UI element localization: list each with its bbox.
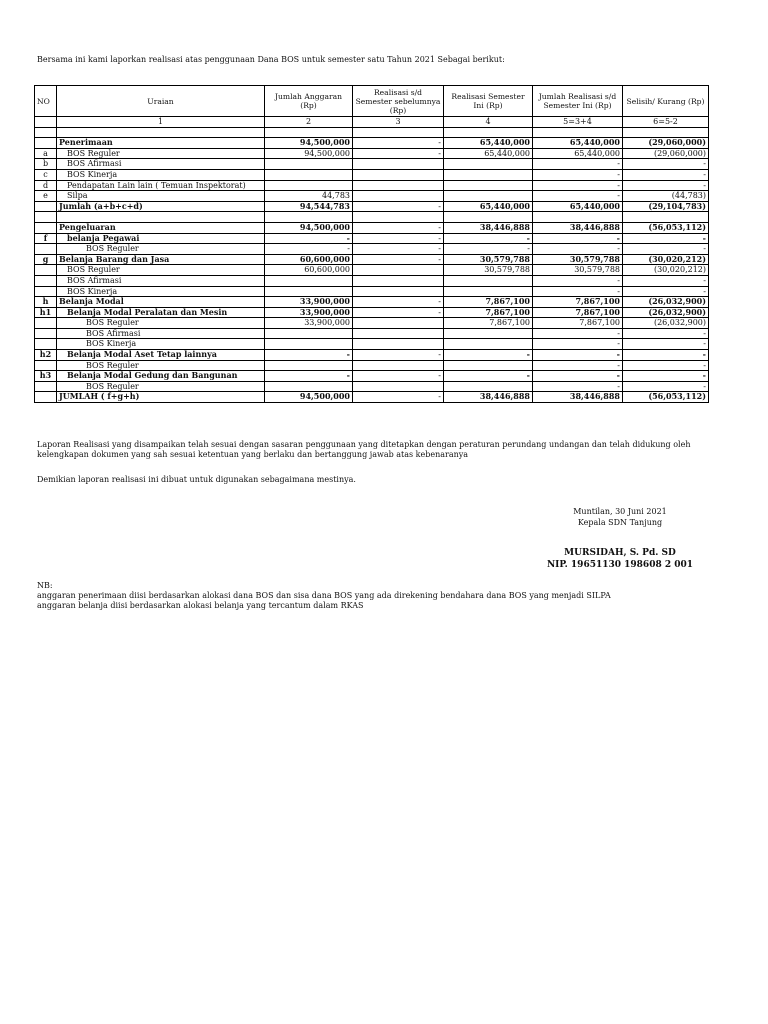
cell-no: h <box>35 297 57 308</box>
cell-no: a <box>35 148 57 159</box>
cell-difference: (29,060,000) <box>623 148 709 159</box>
cell-total-realization <box>533 127 623 138</box>
cell-total-realization: 7,867,100 <box>533 307 623 318</box>
cell-budget: 33,900,000 <box>265 318 353 329</box>
cell-budget <box>265 286 353 297</box>
cell-current-realization <box>444 159 533 170</box>
cell-budget: 94,500,000 <box>265 148 353 159</box>
cell-budget: - <box>265 244 353 255</box>
cell-no: d <box>35 180 57 191</box>
cell-prev-realization: - <box>353 148 444 159</box>
cell-current-realization: 30,579,788 <box>444 265 533 276</box>
cell-difference: - <box>623 381 709 392</box>
table-row <box>35 286 709 297</box>
cell-difference: (26,032,900) <box>623 307 709 318</box>
cell-current-realization: - <box>444 371 533 382</box>
cell-prev-realization: - <box>353 233 444 244</box>
cell-current-realization: - <box>444 233 533 244</box>
cell-budget: - <box>265 233 353 244</box>
col-number-1: 1 <box>57 117 265 128</box>
signature-place-date: Muntilan, 30 Juni 2021 <box>573 507 667 516</box>
cell-total-realization: - <box>533 328 623 339</box>
table-row <box>35 180 709 191</box>
cell-difference: - <box>623 371 709 382</box>
cell-prev-realization <box>353 159 444 170</box>
cell-difference: (29,104,783) <box>623 201 709 212</box>
cell-difference: - <box>623 275 709 286</box>
cell-difference: (44,783) <box>623 191 709 202</box>
col-number-blank <box>35 117 57 128</box>
cell-uraian: BOS Kinerja <box>57 169 265 180</box>
cell-total-realization: 38,446,888 <box>533 392 623 403</box>
cell-no <box>35 339 57 350</box>
cell-total-realization: 7,867,100 <box>533 318 623 329</box>
cell-uraian: Silpa <box>57 191 265 202</box>
cell-difference: - <box>623 169 709 180</box>
col-number-5: 5=3+4 <box>533 117 623 128</box>
cell-uraian: Belanja Barang dan Jasa <box>57 254 265 265</box>
table-row <box>35 169 709 180</box>
cell-prev-realization: - <box>353 254 444 265</box>
cell-uraian <box>57 127 265 138</box>
column-number-row <box>35 117 709 128</box>
signature-name: MURSIDAH, S. Pd. SD <box>564 548 676 558</box>
cell-prev-realization <box>353 127 444 138</box>
cell-budget <box>265 275 353 286</box>
cell-budget <box>265 328 353 339</box>
cell-uraian: Pengeluaran <box>57 222 265 233</box>
cell-total-realization: - <box>533 191 623 202</box>
table-row <box>35 328 709 339</box>
cell-current-realization <box>444 360 533 371</box>
cell-uraian: Belanja Modal Peralatan dan Mesin <box>57 307 265 318</box>
cell-uraian: Belanja Modal Aset Tetap lainnya <box>57 350 265 361</box>
cell-difference: (29,060,000) <box>623 138 709 149</box>
cell-no <box>35 381 57 392</box>
notes-line-2: anggaran belanja diisi berdasarkan alokasi belanja yang tercantum dalam RKAS <box>37 601 364 610</box>
cell-budget: 60,600,000 <box>265 254 353 265</box>
cell-difference: (30,020,212) <box>623 254 709 265</box>
signature-nip: NIP. 19651130 198608 2 001 <box>546 560 694 570</box>
cell-total-realization: - <box>533 159 623 170</box>
cell-prev-realization <box>353 328 444 339</box>
cell-difference: - <box>623 244 709 255</box>
cell-no <box>35 286 57 297</box>
cell-no <box>35 318 57 329</box>
cell-difference: - <box>623 360 709 371</box>
cell-uraian: BOS Kinerja <box>57 339 265 350</box>
table-row <box>35 339 709 350</box>
cell-uraian: BOS Reguler <box>57 265 265 276</box>
col-number-6: 6=5-2 <box>623 117 709 128</box>
cell-uraian: BOS Afirmasi <box>57 275 265 286</box>
cell-budget: 94,500,000 <box>265 392 353 403</box>
cell-uraian: Pendapatan Lain lain ( Temuan Inspektorat) <box>57 180 265 191</box>
cell-total-realization <box>533 212 623 223</box>
cell-difference: - <box>623 339 709 350</box>
cell-uraian: JUMLAH ( f+g+h) <box>57 392 265 403</box>
cell-uraian: BOS Reguler <box>57 318 265 329</box>
cell-uraian <box>57 212 265 223</box>
cell-total-realization: 65,440,000 <box>533 201 623 212</box>
statement-line-2: kelengkapan dokumen yang sah sesuai ketentuan yang berlaku dan bertanggung jawab atas kebenaranya <box>37 449 469 459</box>
cell-uraian: BOS Reguler <box>57 381 265 392</box>
cell-prev-realization <box>353 265 444 276</box>
cell-budget <box>265 339 353 350</box>
cell-difference <box>623 212 709 223</box>
cell-prev-realization <box>353 191 444 202</box>
cell-uraian: BOS Reguler <box>57 148 265 159</box>
table-row <box>35 265 709 276</box>
cell-difference: - <box>623 328 709 339</box>
cell-current-realization <box>444 381 533 392</box>
cell-current-realization: 38,446,888 <box>444 222 533 233</box>
cell-prev-realization <box>353 360 444 371</box>
header-total-realization: Jumlah Realisasi s/d Semester Ini (Rp) <box>533 86 623 117</box>
cell-prev-realization <box>353 339 444 350</box>
cell-prev-realization: - <box>353 201 444 212</box>
cell-total-realization: - <box>533 286 623 297</box>
table-row <box>35 244 709 255</box>
cell-budget: 94,500,000 <box>265 138 353 149</box>
cell-total-realization: - <box>533 339 623 350</box>
cell-uraian: BOS Afirmasi <box>57 328 265 339</box>
cell-total-realization: 38,446,888 <box>533 222 623 233</box>
cell-no <box>35 265 57 276</box>
cell-current-realization: - <box>444 244 533 255</box>
cell-current-realization <box>444 339 533 350</box>
header-uraian: Uraian <box>57 86 265 117</box>
cell-uraian: BOS Reguler <box>57 360 265 371</box>
cell-difference: - <box>623 350 709 361</box>
cell-no <box>35 244 57 255</box>
table-body <box>35 86 709 403</box>
cell-budget <box>265 169 353 180</box>
cell-current-realization <box>444 328 533 339</box>
cell-no <box>35 127 57 138</box>
header-budget: Jumlah Anggaran (Rp) <box>265 86 353 117</box>
table-row <box>35 371 709 382</box>
cell-current-realization: 7,867,100 <box>444 318 533 329</box>
closing-text: Demikian laporan realisasi ini dibuat untuk digunakan sebagaimana mestinya. <box>37 475 356 484</box>
cell-prev-realization: - <box>353 297 444 308</box>
cell-current-realization: 65,440,000 <box>444 148 533 159</box>
cell-prev-realization: - <box>353 350 444 361</box>
table-row <box>35 381 709 392</box>
table-row <box>35 254 709 265</box>
cell-total-realization: 30,579,788 <box>533 265 623 276</box>
cell-current-realization: 65,440,000 <box>444 201 533 212</box>
cell-budget: - <box>265 350 353 361</box>
cell-prev-realization <box>353 212 444 223</box>
cell-difference: - <box>623 159 709 170</box>
header-no: NO <box>35 86 57 117</box>
cell-no <box>35 138 57 149</box>
table-row <box>35 191 709 202</box>
table-row <box>35 222 709 233</box>
cell-uraian: Penerimaan <box>57 138 265 149</box>
cell-no <box>35 201 57 212</box>
cell-no <box>35 360 57 371</box>
cell-budget: 44,783 <box>265 191 353 202</box>
cell-no <box>35 222 57 233</box>
cell-budget <box>265 212 353 223</box>
cell-current-realization <box>444 180 533 191</box>
table-row <box>35 212 709 223</box>
cell-total-realization: - <box>533 381 623 392</box>
cell-difference: (56,053,112) <box>623 222 709 233</box>
intro-text: Bersama ini kami laporkan realisasi atas penggunaan Dana BOS untuk semester satu Tahun 2021 Sebagai berikut: <box>37 55 505 64</box>
cell-budget <box>265 127 353 138</box>
table-row <box>35 350 709 361</box>
cell-uraian: Belanja Modal <box>57 297 265 308</box>
cell-uraian: Belanja Modal Gedung dan Bangunan <box>57 371 265 382</box>
cell-uraian: BOS Reguler <box>57 244 265 255</box>
col-number-3: 3 <box>353 117 444 128</box>
cell-current-realization: 30,579,788 <box>444 254 533 265</box>
cell-current-realization <box>444 212 533 223</box>
col-number-4: 4 <box>444 117 533 128</box>
cell-uraian: Jumlah (a+b+c+d) <box>57 201 265 212</box>
cell-no: h1 <box>35 307 57 318</box>
table-row <box>35 275 709 286</box>
cell-no: h3 <box>35 371 57 382</box>
cell-budget: 33,900,000 <box>265 307 353 318</box>
cell-total-realization: - <box>533 180 623 191</box>
cell-difference: - <box>623 180 709 191</box>
cell-difference: - <box>623 233 709 244</box>
cell-no <box>35 328 57 339</box>
table-row <box>35 201 709 212</box>
cell-current-realization: 65,440,000 <box>444 138 533 149</box>
cell-budget <box>265 381 353 392</box>
cell-prev-realization <box>353 318 444 329</box>
cell-budget: 33,900,000 <box>265 297 353 308</box>
table-row <box>35 307 709 318</box>
cell-budget: 94,500,000 <box>265 222 353 233</box>
cell-total-realization: 65,440,000 <box>533 138 623 149</box>
cell-prev-realization: - <box>353 392 444 403</box>
cell-no: c <box>35 169 57 180</box>
cell-difference <box>623 127 709 138</box>
cell-no <box>35 275 57 286</box>
notes-line-1: anggaran penerimaan diisi berdasarkan alokasi dana BOS dan sisa dana BOS yang ada direkening bendahara dana BOS yang menjadi SILPA <box>37 591 611 600</box>
notes <box>37 581 611 611</box>
cell-uraian: belanja Pegawai <box>57 233 265 244</box>
cell-current-realization: 38,446,888 <box>444 392 533 403</box>
table-row <box>35 318 709 329</box>
cell-prev-realization: - <box>353 371 444 382</box>
notes-heading: NB: <box>37 581 53 590</box>
cell-total-realization: - <box>533 275 623 286</box>
cell-no: e <box>35 191 57 202</box>
cell-prev-realization <box>353 286 444 297</box>
table-row <box>35 297 709 308</box>
cell-no: f <box>35 233 57 244</box>
cell-total-realization: - <box>533 244 623 255</box>
cell-total-realization: - <box>533 371 623 382</box>
cell-difference: (26,032,900) <box>623 318 709 329</box>
cell-difference: (26,032,900) <box>623 297 709 308</box>
cell-prev-realization <box>353 180 444 191</box>
table-row <box>35 148 709 159</box>
cell-current-realization <box>444 275 533 286</box>
cell-budget <box>265 159 353 170</box>
cell-total-realization: - <box>533 350 623 361</box>
cell-budget <box>265 360 353 371</box>
cell-budget <box>265 180 353 191</box>
cell-no: h2 <box>35 350 57 361</box>
cell-total-realization: 65,440,000 <box>533 148 623 159</box>
cell-current-realization: 7,867,100 <box>444 307 533 318</box>
header-current-realization: Realisasi Semester Ini (Rp) <box>444 86 533 117</box>
table-row <box>35 138 709 149</box>
table-row <box>35 159 709 170</box>
cell-prev-realization: - <box>353 222 444 233</box>
statement-line-1: Laporan Realisasi yang disampaikan telah sesuai dengan sasaran penggunaan yang ditetapkan dengan peraturan perundang undangan dan telah didukung oleh <box>37 440 691 449</box>
col-number-2: 2 <box>265 117 353 128</box>
cell-budget: 94,544,783 <box>265 201 353 212</box>
cell-prev-realization <box>353 169 444 180</box>
cell-current-realization <box>444 286 533 297</box>
cell-no <box>35 392 57 403</box>
cell-uraian: BOS Afirmasi <box>57 159 265 170</box>
cell-prev-realization <box>353 275 444 286</box>
cell-no <box>35 212 57 223</box>
cell-current-realization: 7,867,100 <box>444 297 533 308</box>
cell-difference: (56,053,112) <box>623 392 709 403</box>
cell-prev-realization <box>353 381 444 392</box>
cell-difference: - <box>623 286 709 297</box>
table-row <box>35 127 709 138</box>
header-prev-realization: Realisasi s/d Semester sebelumnya (Rp) <box>353 86 444 117</box>
cell-total-realization: - <box>533 233 623 244</box>
header-difference: Selisih/ Kurang (Rp) <box>623 86 709 117</box>
cell-total-realization: 7,867,100 <box>533 297 623 308</box>
cell-difference: (30,020,212) <box>623 265 709 276</box>
table-row <box>35 360 709 371</box>
cell-total-realization: 30,579,788 <box>533 254 623 265</box>
cell-current-realization <box>444 191 533 202</box>
cell-total-realization: - <box>533 360 623 371</box>
realization-table <box>34 85 709 403</box>
cell-budget: 60,600,000 <box>265 265 353 276</box>
cell-no: g <box>35 254 57 265</box>
cell-current-realization: - <box>444 350 533 361</box>
cell-uraian: BOS Kinerja <box>57 286 265 297</box>
table-row <box>35 233 709 244</box>
cell-prev-realization: - <box>353 138 444 149</box>
cell-total-realization: - <box>533 169 623 180</box>
cell-budget: - <box>265 371 353 382</box>
cell-no: b <box>35 159 57 170</box>
table-row <box>35 392 709 403</box>
cell-current-realization <box>444 127 533 138</box>
cell-prev-realization: - <box>353 307 444 318</box>
signature-position: Kepala SDN Tanjung <box>577 518 663 527</box>
cell-prev-realization: - <box>353 244 444 255</box>
cell-current-realization <box>444 169 533 180</box>
header-row <box>35 86 709 117</box>
